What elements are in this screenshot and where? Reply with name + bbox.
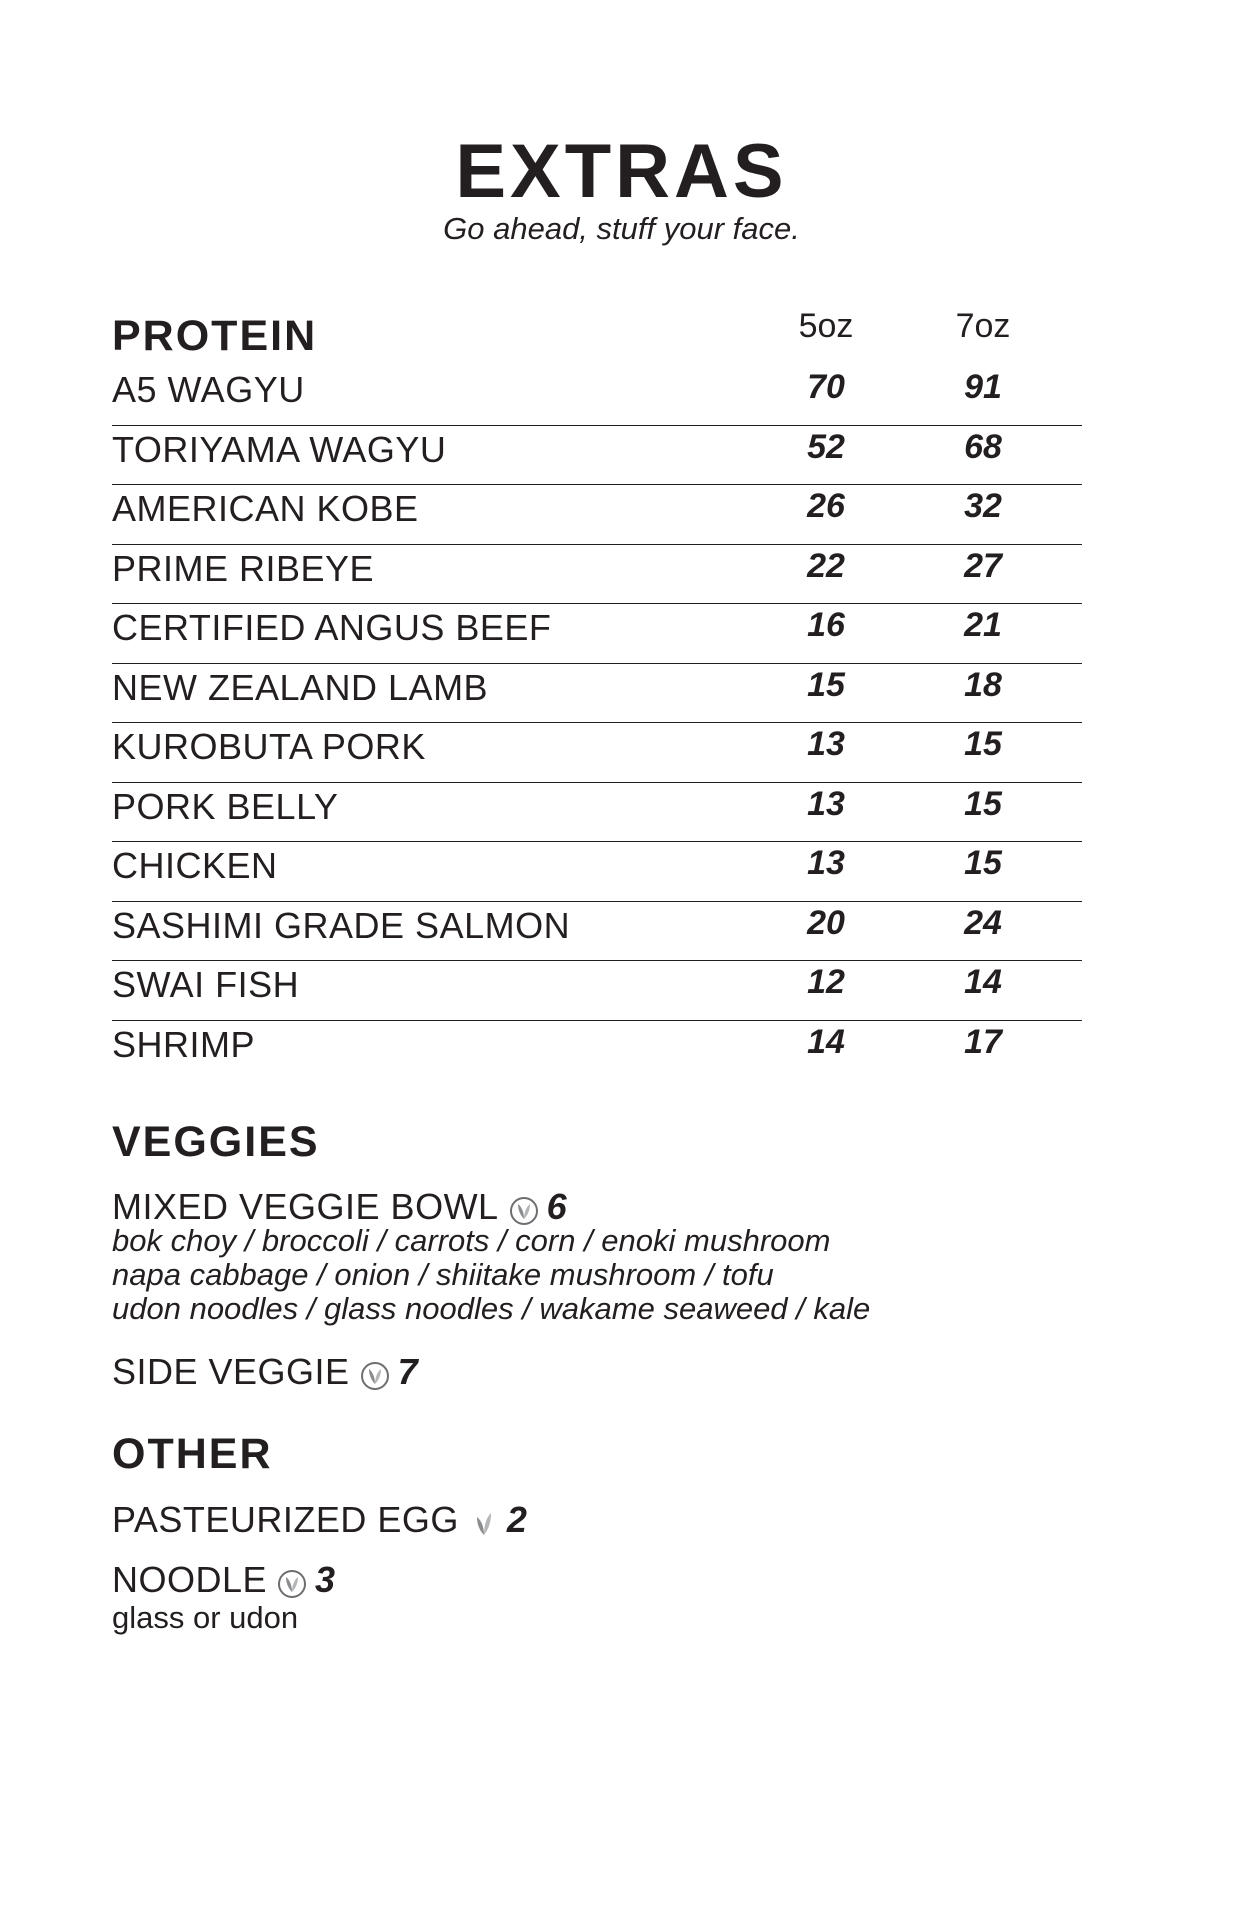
- price-7oz: 24: [964, 903, 1002, 942]
- price-5oz: 13: [807, 784, 845, 823]
- table-row: [112, 366, 1082, 426]
- item-description-line: udon noodles / glass noodles / wakame seaweed / kale: [112, 1291, 871, 1326]
- protein-list: [112, 366, 1082, 1080]
- price-7oz: 14: [964, 963, 1002, 1001]
- table-row: [112, 1021, 1082, 1081]
- protein-name: TORIYAMA WAGYU: [112, 428, 447, 470]
- price-5oz: 26: [807, 487, 845, 525]
- protein-name: SASHIMI GRADE SALMON: [112, 904, 571, 946]
- table-row: [112, 902, 1082, 962]
- item-name: MIXED VEGGIE BOWL: [112, 1186, 499, 1227]
- menu-item-pasteurized-egg: [112, 1498, 527, 1542]
- price-7oz: 32: [964, 487, 1002, 525]
- table-row: [112, 961, 1082, 1021]
- protein-name: NEW ZEALAND LAMB: [112, 666, 489, 708]
- item-name: PASTEURIZED EGG: [112, 1499, 459, 1540]
- vegetarian-leaf-icon: [469, 1505, 499, 1535]
- column-header-5oz: 5oz: [798, 307, 854, 345]
- menu-item-noodle: [112, 1558, 336, 1602]
- price-7oz: 91: [964, 368, 1002, 406]
- protein-section-title: PROTEIN: [112, 312, 318, 360]
- price-5oz: 15: [807, 665, 845, 704]
- item-price: 3: [315, 1559, 336, 1600]
- price-7oz: 15: [964, 844, 1002, 882]
- vegan-leaf-circle-icon: [277, 1565, 307, 1595]
- item-name: SIDE VEGGIE: [112, 1351, 350, 1392]
- other-section-title: OTHER: [112, 1430, 273, 1478]
- protein-name: CERTIFIED ANGUS BEEF: [112, 607, 552, 648]
- item-price: 7: [397, 1351, 419, 1392]
- item-note: glass or udon: [112, 1600, 299, 1635]
- table-row: [112, 664, 1082, 724]
- price-5oz: 14: [807, 1022, 845, 1061]
- price-7oz: 68: [964, 427, 1002, 466]
- price-5oz: 13: [807, 844, 845, 882]
- page-subtitle: Go ahead, stuff your face.: [443, 211, 800, 246]
- table-row: [112, 426, 1082, 486]
- item-price: 2: [506, 1499, 528, 1540]
- protein-name: PORK BELLY: [112, 785, 339, 827]
- table-row: [112, 783, 1082, 843]
- item-description-line: bok choy / broccoli / carrots / corn / enoki mushroom: [112, 1223, 831, 1258]
- protein-name: CHICKEN: [112, 845, 278, 886]
- price-5oz: 16: [807, 606, 845, 644]
- menu-item-side-veggie: [112, 1350, 418, 1394]
- protein-name: SHRIMP: [112, 1023, 256, 1065]
- veggies-section-title: VEGGIES: [112, 1118, 320, 1166]
- protein-name: PRIME RIBEYE: [112, 547, 375, 589]
- price-7oz: 15: [964, 725, 1002, 763]
- protein-name: AMERICAN KOBE: [112, 488, 419, 529]
- price-7oz: 18: [964, 665, 1002, 704]
- table-row: [112, 485, 1082, 545]
- price-7oz: 21: [964, 606, 1002, 644]
- price-5oz: 12: [807, 963, 845, 1001]
- item-price: 6: [546, 1186, 568, 1227]
- protein-name: A5 WAGYU: [112, 369, 305, 410]
- price-7oz: 27: [964, 546, 1002, 585]
- table-row: [112, 842, 1082, 902]
- item-description-line: napa cabbage / onion / shiitake mushroom / tofu: [112, 1257, 774, 1292]
- protein-name: SWAI FISH: [112, 964, 300, 1005]
- price-7oz: 15: [964, 784, 1002, 823]
- column-header-7oz: 7oz: [955, 307, 1011, 345]
- table-row: [112, 723, 1082, 783]
- price-5oz: 70: [807, 368, 845, 406]
- price-5oz: 20: [807, 903, 845, 942]
- price-5oz: 13: [807, 725, 845, 763]
- table-row: [112, 604, 1082, 664]
- price-5oz: 22: [807, 546, 845, 585]
- vegan-leaf-circle-icon: [509, 1192, 539, 1222]
- table-row: [112, 545, 1082, 605]
- price-5oz: 52: [807, 427, 845, 466]
- vegan-leaf-circle-icon: [360, 1357, 390, 1387]
- page-title: EXTRAS: [455, 129, 788, 214]
- item-name: NOODLE: [112, 1559, 268, 1600]
- protein-name: KUROBUTA PORK: [112, 726, 426, 767]
- price-7oz: 17: [964, 1022, 1002, 1061]
